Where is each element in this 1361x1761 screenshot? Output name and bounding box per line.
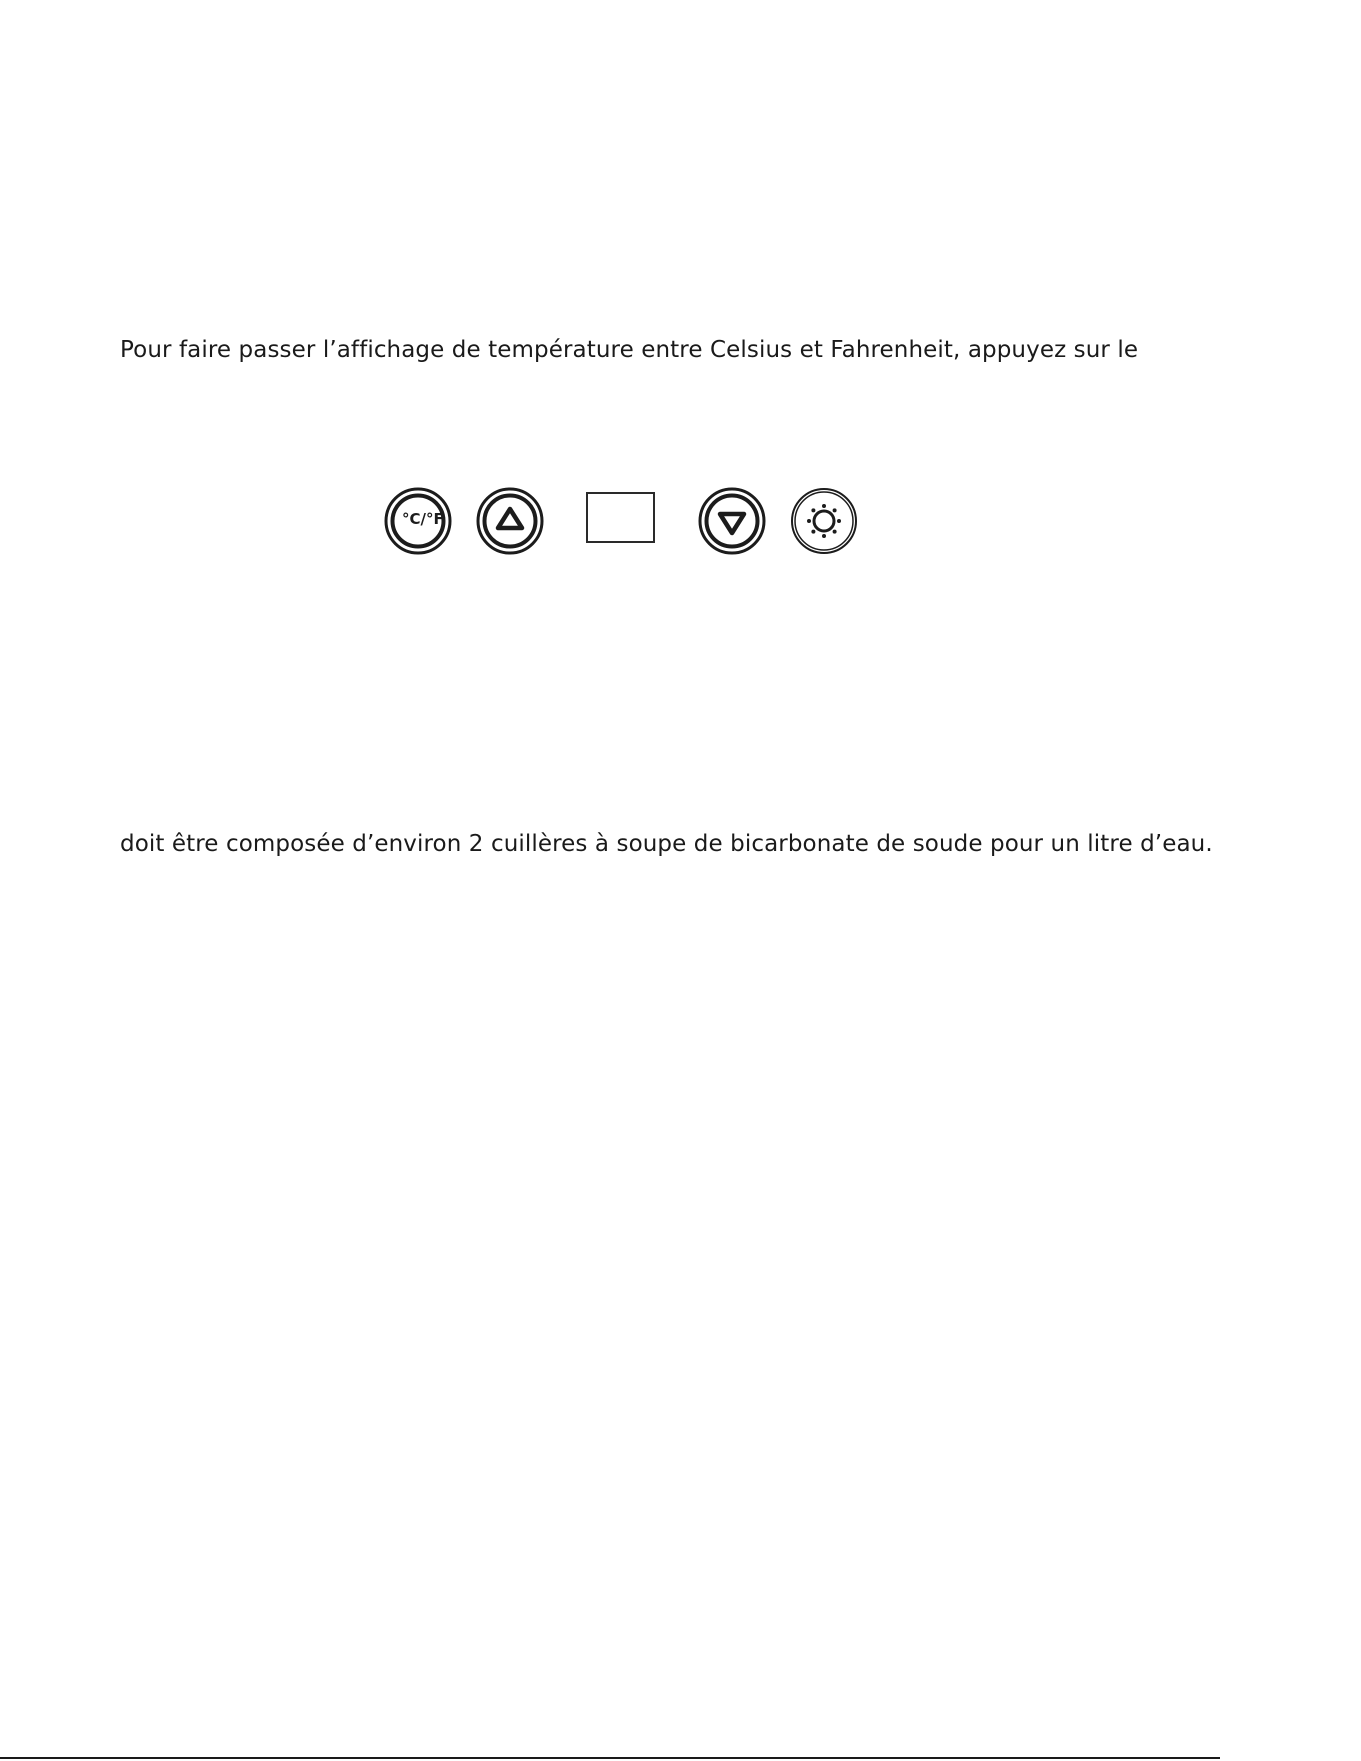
celsius-fahrenheit-icon	[384, 487, 452, 555]
temperature-down-button[interactable]	[698, 487, 766, 555]
triangle-up-icon	[476, 487, 544, 555]
light-bulb-icon	[790, 487, 858, 555]
temperature-unit-button[interactable]	[384, 487, 452, 555]
temperature-display	[586, 492, 655, 543]
footer-rule	[0, 1757, 1220, 1759]
interior-light-button[interactable]	[790, 487, 858, 555]
instruction-line-temperature-units: Pour faire passer l’affichage de température entre Celsius et Fahrenheit, appuyez sur le	[120, 337, 1139, 363]
control-panel-diagram	[384, 487, 860, 557]
temperature-up-button[interactable]	[476, 487, 544, 555]
triangle-down-icon	[698, 487, 766, 555]
instruction-line-cleaning-solution: doit être composée d’environ 2 cuillères à soupe de bicarbonate de soude pour un litre d’eau.	[120, 831, 1213, 857]
unit-button-label: °C/°F	[402, 510, 444, 528]
